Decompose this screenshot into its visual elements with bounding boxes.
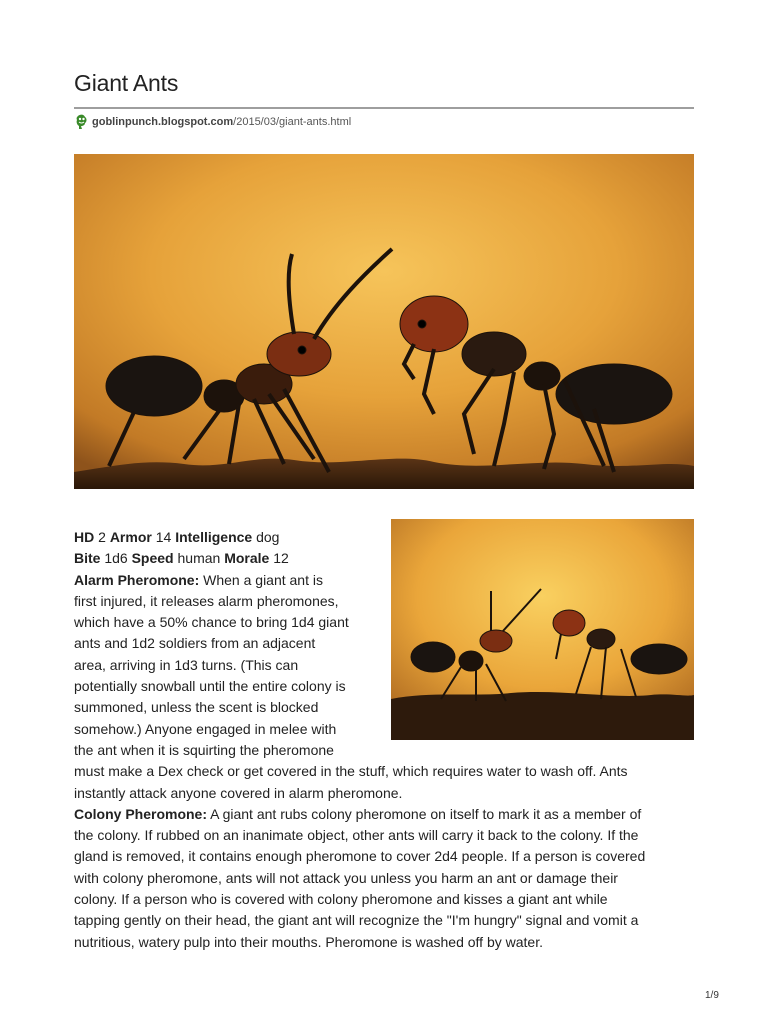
title-divider	[74, 107, 694, 109]
colony-pheromone-paragraph: Colony Pheromone: A giant ant rubs colony pheromone on itself to mark it as a member of	[74, 805, 642, 822]
goblin-favicon-icon	[74, 114, 88, 130]
article-body: HD 2 Armor 14 Intelligence dog Bite 1d6 Speed human Morale 12 Alarm Pheromone: When a giant ant is first injured, it releases alarm pheromones, which have a 50% chance to bring 1d4 giant ants and 1d2 soldiers from an adjacent area, arriving in 1d3 turns. (This can potentially snowball until the entire colony is summoned, unless the scent is blocked somehow.) Anyone engaged in melee with the ant when it is squirting the pheromone must make a Dex check or get covered in the stuff, which requires water to wash off. Ants instantly attack anyone covered in alarm pheromone. Colony Pheromone: A giant ant rubs colony pheromone on itself to mark it as a member of the colony. If rubbed on an inanimate object, other ants will carry it back to the colony. If the gland is removed, it contains enough pheromone to cover 2d4 people. If a person is covered with colony pheromone, ants will not attack you unless you harm an ant or damage their colony. If a person who is covered with colony pheromone and kisses a giant ant while tapping gently on their head, the giant ant will recognize the "I'm hungry" signal and vomit a nutritious, watery pulp into their mouths. Pheromone is washed off by water.	[74, 527, 699, 953]
stats-line-2: Bite 1d6 Speed human Morale 12	[74, 550, 289, 567]
page-title: Giant Ants	[74, 70, 179, 96]
alarm-pheromone-label: Alarm Pheromone:	[74, 571, 200, 588]
alarm-pheromone-paragraph: Alarm Pheromone: When a giant ant is	[74, 571, 323, 588]
colony-pheromone-label: Colony Pheromone:	[74, 805, 208, 822]
source-domain[interactable]: goblinpunch.blogspot.com	[92, 116, 234, 128]
source-path[interactable]: /2015/03/giant-ants.html	[233, 116, 352, 128]
giant-ants-photo	[74, 154, 694, 489]
stats-line-1: HD 2 Armor 14 Intelligence dog	[74, 529, 280, 545]
page-number: 1/9	[705, 990, 719, 1001]
source-link[interactable]	[74, 114, 351, 130]
